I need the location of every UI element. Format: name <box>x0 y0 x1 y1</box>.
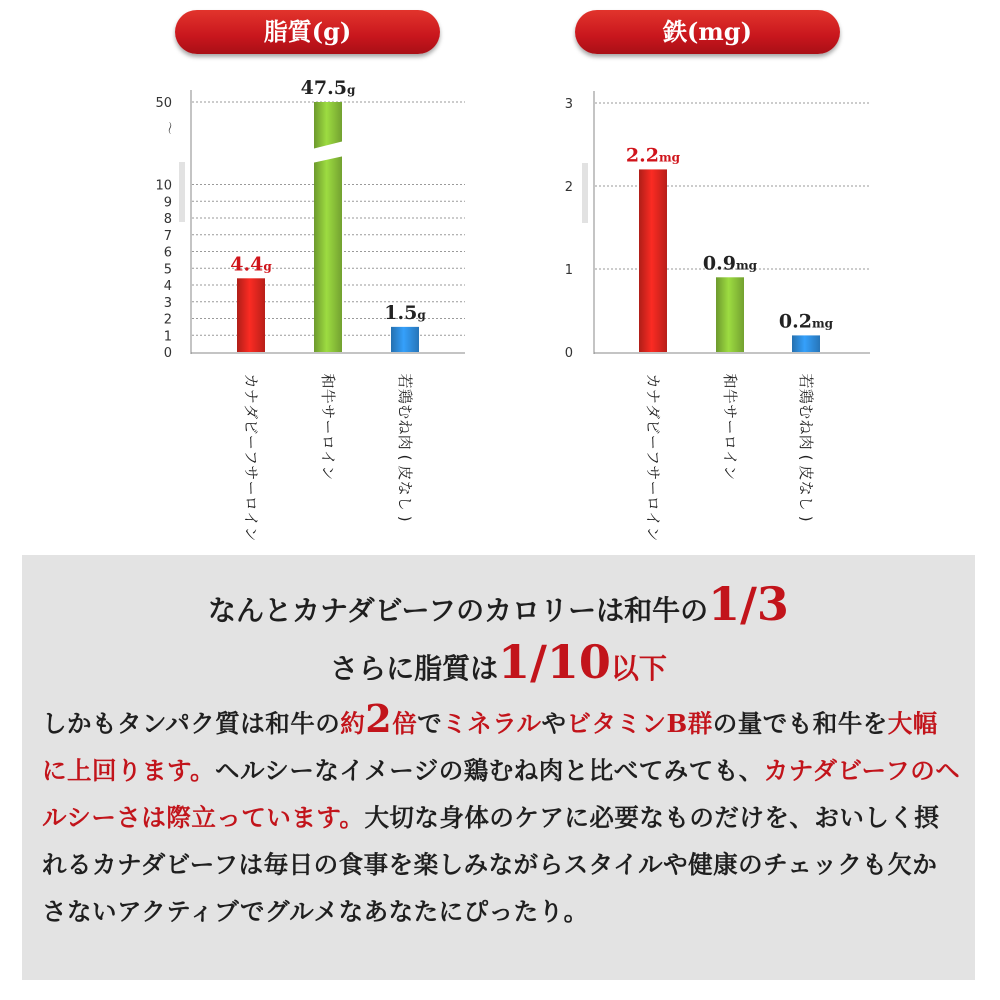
iron-category-char: ン <box>721 465 739 481</box>
iron-category-char: イ <box>721 449 739 466</box>
body-text-highlight: ビタミンB群 <box>566 709 713 738</box>
fat-category-char: サ <box>319 404 337 420</box>
iron-chart-panel <box>500 0 1000 560</box>
summary-headline-2 <box>22 635 975 689</box>
body-text-segment: の量でも和牛を <box>712 709 888 738</box>
fat-category-char: 和 <box>319 373 337 389</box>
fat-category-char: 鶏 <box>396 388 414 404</box>
fat-category-char: 若 <box>396 373 414 389</box>
fat-bar <box>391 327 419 352</box>
fat-category-char: ナ <box>242 388 260 404</box>
fat-category-char: ビ <box>242 419 260 435</box>
iron-category-char: カ <box>644 373 662 389</box>
fat-y-tick-label: 0 <box>163 346 172 361</box>
iron-value-label: 0.2mg <box>778 310 834 333</box>
headline-1-highlight: 1/3 <box>708 577 789 631</box>
headline-2-suffix: 以下 <box>610 652 667 685</box>
fat-category-char: サ <box>242 465 260 481</box>
body-text-highlight: 2 <box>365 696 393 741</box>
body-text-highlight: 大幅に上回ります。 <box>42 709 938 785</box>
iron-bar-chart <box>500 0 1000 560</box>
fat-category-char: 牛 <box>319 388 337 404</box>
iron-category-char: 皮 <box>797 465 815 481</box>
iron-category-char: 鶏 <box>797 388 815 404</box>
iron-category-char: ナ <box>644 388 662 404</box>
iron-category-char: な <box>797 480 815 496</box>
fat-category-char: ン <box>242 526 260 542</box>
fat-y-tick-label: 3 <box>163 295 172 311</box>
iron-bar <box>792 335 820 352</box>
iron-chart-title: 鉄(mg) <box>575 10 840 54</box>
fat-category-char: フ <box>242 449 260 466</box>
iron-category-char: ビ <box>644 419 662 435</box>
fat-category-char: イ <box>319 449 337 466</box>
iron-category-char: ( <box>797 454 815 461</box>
fat-y-tick-label: 10 <box>155 178 172 194</box>
fat-y-tick-label: 9 <box>163 195 172 211</box>
iron-bar <box>716 277 744 352</box>
body-text-segment: や <box>541 709 567 738</box>
fat-chart-title: 脂質(g) <box>175 10 440 54</box>
fat-category-char: ー <box>242 434 260 450</box>
iron-category-char: ー <box>644 434 662 450</box>
iron-category-char: サ <box>644 465 662 481</box>
body-text-highlight: 倍 <box>392 709 418 738</box>
fat-axis-break-mark: 〜 <box>161 121 176 135</box>
iron-value-label: 2.2mg <box>625 144 681 167</box>
iron-y-tick-label: 1 <box>564 263 573 278</box>
fat-y-tick-label: 2 <box>163 312 172 328</box>
iron-y-tick-label: 3 <box>564 97 573 112</box>
fat-category-char: し <box>396 495 414 511</box>
fat-bar <box>314 102 342 352</box>
iron-category-char: 和 <box>721 373 739 389</box>
fat-category-char: 肉 <box>396 434 414 450</box>
iron-bar <box>639 169 667 352</box>
summary-headline-1 <box>22 577 975 631</box>
body-text-segment: 大切な身体のケアに必要なものだけを、おいしく摂れるカナダビーフは毎日の食事を楽しみながらスタイルや健康のチェックも欠かさないアクティブでグルメなあなたにぴったり。 <box>42 803 940 926</box>
iron-category-char: 牛 <box>721 388 739 404</box>
iron-category-char: ダ <box>644 404 662 420</box>
fat-category-char: な <box>396 480 414 496</box>
fat-category-char: む <box>396 404 414 420</box>
iron-category-char: ー <box>644 480 662 496</box>
iron-category-char: ー <box>721 419 739 435</box>
fat-category-char: ( <box>396 454 414 461</box>
fat-y-tick-label: 8 <box>163 212 172 227</box>
body-text-highlight: ミネラル <box>442 709 542 738</box>
iron-category-char: 肉 <box>797 434 815 450</box>
fat-bar <box>237 278 265 352</box>
fat-category-char: ロ <box>242 495 260 511</box>
iron-y-tick-label: 0 <box>564 346 573 361</box>
headline-2-highlight: 1/10 <box>498 635 611 689</box>
fat-category-char: 皮 <box>396 465 414 481</box>
iron-axis-shadow <box>582 163 588 223</box>
iron-category-char: ね <box>797 419 815 435</box>
fat-category-char: イ <box>242 511 260 527</box>
fat-category-char: ダ <box>242 404 260 420</box>
fat-category-char: ロ <box>319 434 337 450</box>
headline-1-text: なんとカナダビーフのカロリーは和牛の <box>208 594 709 627</box>
iron-category-char: ン <box>644 526 662 542</box>
fat-y-tick-label: 50 <box>155 96 172 111</box>
fat-bar-chart <box>0 0 500 560</box>
iron-category-char: し <box>797 495 815 511</box>
fat-axis-shadow <box>179 162 185 222</box>
headline-2-text: さらに脂質は <box>330 652 499 685</box>
iron-category-char: ロ <box>721 434 739 450</box>
body-text-highlight: 約 <box>340 709 366 738</box>
fat-category-char: ー <box>319 419 337 435</box>
iron-value-label: 0.9mg <box>702 252 758 275</box>
fat-category-char: ー <box>242 480 260 496</box>
fat-value-label: 1.5g <box>384 301 426 324</box>
fat-category-char: ) <box>396 515 414 522</box>
body-text-segment: ヘルシーなイメージの鶏むね肉と比べてみても、 <box>215 756 764 785</box>
fat-y-tick-label: 1 <box>163 329 172 345</box>
fat-category-char: ン <box>319 465 337 481</box>
fat-category-char: ね <box>396 419 414 435</box>
fat-y-tick-label: 7 <box>163 228 172 244</box>
summary-body-paragraph <box>42 695 962 935</box>
body-text-segment: で <box>417 709 443 738</box>
body-text-highlight: カナダビーフのヘルシーさは際立っています。 <box>42 756 961 832</box>
iron-category-char: ) <box>797 515 815 522</box>
iron-category-char: ロ <box>644 495 662 511</box>
fat-category-char: カ <box>242 373 260 389</box>
fat-value-label: 4.4g <box>230 253 272 276</box>
body-text-segment: しかもタンパク質は和牛の <box>42 709 341 738</box>
iron-category-char: フ <box>644 449 662 466</box>
fat-y-tick-label: 5 <box>163 262 172 278</box>
iron-category-char: む <box>797 404 815 420</box>
iron-category-char: イ <box>644 511 662 527</box>
iron-category-char: 若 <box>797 373 815 389</box>
summary-box <box>22 555 975 980</box>
iron-y-tick-label: 2 <box>564 180 573 195</box>
fat-chart-panel <box>0 0 500 560</box>
fat-y-tick-label: 6 <box>163 245 172 261</box>
fat-value-label: 47.5g <box>300 77 356 99</box>
iron-category-char: サ <box>721 404 739 420</box>
fat-y-tick-label: 4 <box>163 279 172 294</box>
